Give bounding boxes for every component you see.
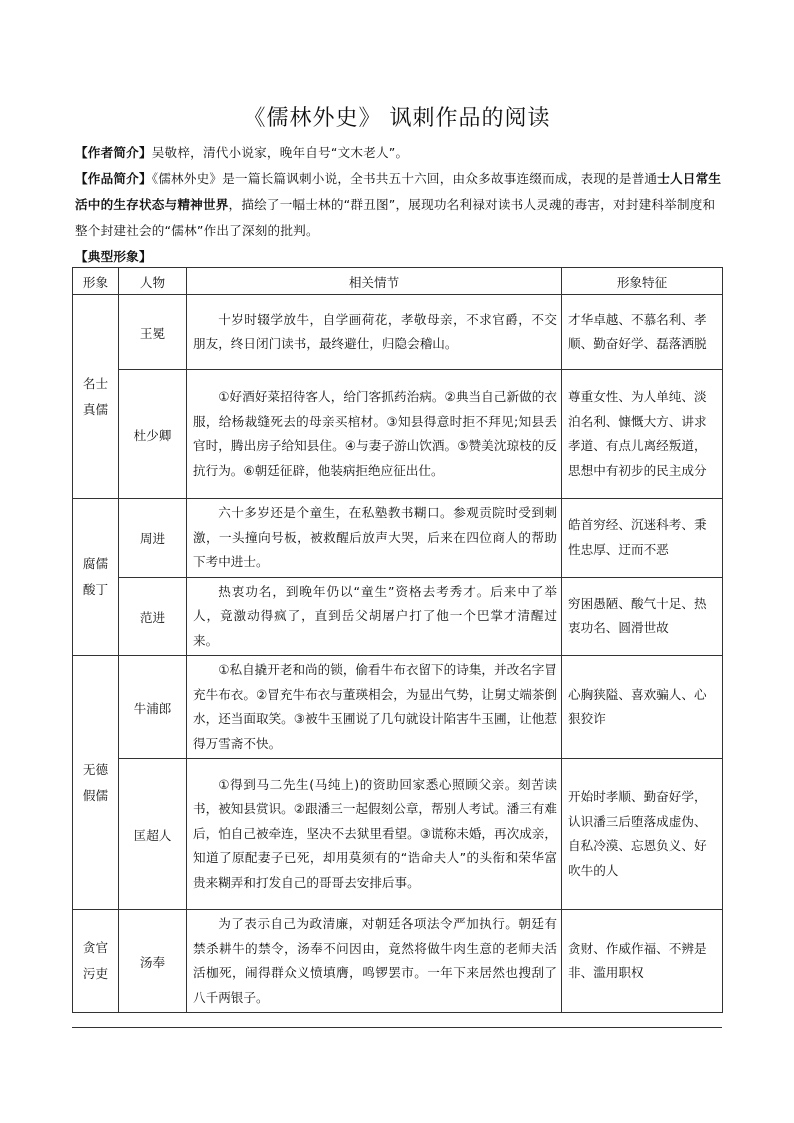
plot-cell: 六十多岁还是个童生，在私塾教书糊口。参观贡院时受到刺激，一头撞向号板，被救醒后放声大哭，后来在四位商人的帮助下考中进士。 bbox=[187, 499, 562, 578]
table-row bbox=[73, 910, 723, 1013]
table-row bbox=[73, 656, 723, 759]
type-label: 无德假儒 bbox=[82, 761, 109, 803]
trait-cell: 穷困愚陋、酸气十足、热衷功名、圆滑世故 bbox=[562, 577, 723, 656]
trait-cell: 贪财、作威作福、不辨是非、滥用职权 bbox=[562, 910, 723, 1013]
plot-cell: 为了表示自己为政清廉，对朝廷各项法令严加执行。朝廷有禁杀耕牛的禁令，汤奉不问因由，竟然将做牛肉生意的老师夫活活枷死，闹得群众义愤填膺，鸣锣罢市。一年下来居然也搜刮了八千两银子。 bbox=[187, 910, 562, 1013]
table-row bbox=[73, 759, 723, 910]
type-cell bbox=[73, 499, 119, 656]
work-intro-text-a: 《儒林外史》是一篇长篇讽刺小说，全书共五十六回，由众多故事连缀而成，表现的是普通 bbox=[151, 171, 658, 186]
person-cell: 牛浦郎 bbox=[119, 656, 187, 759]
trait-cell: 开始时孝顺、勤奋好学，认识潘三后堕落成虚伪、自私冷漠、忘恩负义、好吹牛的人 bbox=[562, 759, 723, 910]
type-label: 腐儒酸丁 bbox=[82, 556, 109, 597]
type-label: 贪官污吏 bbox=[82, 940, 109, 981]
person-cell: 汤奉 bbox=[119, 910, 187, 1013]
page-title: 《儒林外史》 讽刺作品的阅读 bbox=[243, 106, 551, 131]
type-cell bbox=[73, 656, 119, 910]
author-intro-label: 【作者简介】 bbox=[75, 145, 152, 160]
trait-cell: 尊重女性、为人单纯、淡泊名利、慷慨大方、讲求孝道、有点儿离经叛道，思想中有初步的民主成分 bbox=[562, 370, 723, 499]
header-plot: 相关情节 bbox=[187, 268, 562, 295]
plot-cell: ①私自撬开老和尚的锁，偷看牛布衣留下的诗集，并改名字冒充牛布衣。②冒充牛布衣与董瑛相会，为显出气势，让舅丈端茶倒水，还当面取笑。③被牛玉圃说了几句就设计陷害牛玉圃，让他惹得万雪斋不快。 bbox=[187, 656, 562, 759]
work-intro bbox=[75, 166, 723, 244]
trait-cell: 皓首穷经、沉迷科考、秉性忠厚、迂而不恶 bbox=[562, 499, 723, 578]
typical-image-label: 【典型形象】 bbox=[75, 249, 152, 264]
work-intro-label: 【作品简介】 bbox=[75, 171, 152, 186]
person-cell: 周进 bbox=[119, 499, 187, 578]
header-person: 人物 bbox=[119, 268, 187, 295]
plot-cell: 十岁时辍学放牛，自学画荷花，孝敬母亲，不求官爵，不交朋友，终日闭门读书，最终避仕，归隐会稽山。 bbox=[187, 295, 562, 370]
type-label: 名士真儒 bbox=[82, 375, 109, 417]
plot-cell: ①得到马二先生(马纯上)的资助回家悉心照顾父亲。刻苦读书，被知县赏识。②跟潘三一起假刻公章，帮别人考试。潘三有难后，怕自己被牵连，坚决不去狱里看望。③谎称未婚，再次成亲，知道了原配妻子已死，却用莫须有的“诰命夫人”的头衔和荣华富贵来糊弄和打发自己的哥哥去安排后事。 bbox=[187, 759, 562, 910]
person-cell: 匡超人 bbox=[119, 759, 187, 910]
plot-cell: 热衷功名，到晚年仍以“童生”资格去考秀才。后来中了举人，竟激动得疯了，直到岳父胡屠户打了他一个巴掌才清醒过来。 bbox=[187, 577, 562, 656]
character-table bbox=[72, 267, 723, 1013]
type-cell bbox=[73, 910, 119, 1013]
person-cell: 王冕 bbox=[119, 295, 187, 370]
person-cell: 范进 bbox=[119, 577, 187, 656]
header-trait: 形象特征 bbox=[562, 268, 723, 295]
plot-cell: ①好酒好菜招待客人，给门客抓药治病。②典当自己新做的衣服，给杨裁缝死去的母亲买棺材。③知县得意时拒不拜见;知县丢官时，腾出房子给知县住。④与妻子游山饮酒。⑤赞美沈琼枝的反抗行为。⑥朝廷征辟，他装病拒绝应征出仕。 bbox=[187, 370, 562, 499]
author-intro-text: 吴敬梓，清代小说家，晚年自号“文木老人”。 bbox=[151, 145, 409, 160]
person-cell: 杜少卿 bbox=[119, 370, 187, 499]
type-cell bbox=[73, 295, 119, 499]
header-type: 形象 bbox=[73, 268, 119, 295]
trait-cell: 心胸狭隘、喜欢骗人、心狠狡诈 bbox=[562, 656, 723, 759]
trait-cell: 才华卓越、不慕名利、孝顺、勤奋好学、磊落洒脱 bbox=[562, 295, 723, 370]
table-row bbox=[73, 499, 723, 578]
table-row bbox=[73, 295, 723, 370]
table-row bbox=[73, 577, 723, 656]
table-row bbox=[73, 370, 723, 499]
table-bottom-rule bbox=[72, 1027, 722, 1028]
table-header-row bbox=[73, 268, 723, 295]
author-intro bbox=[75, 140, 723, 166]
work-intro-text-c: ，描绘了一幅士林的“群丑图”，展现功名利禄对读书人灵魂的毒害，对封建科举制度和整个封建社会的“儒林”作出了深刻的批判。 bbox=[75, 197, 716, 238]
work-intro-text-b: 士人日常生活中的生存状态与精神世界 bbox=[75, 171, 722, 212]
